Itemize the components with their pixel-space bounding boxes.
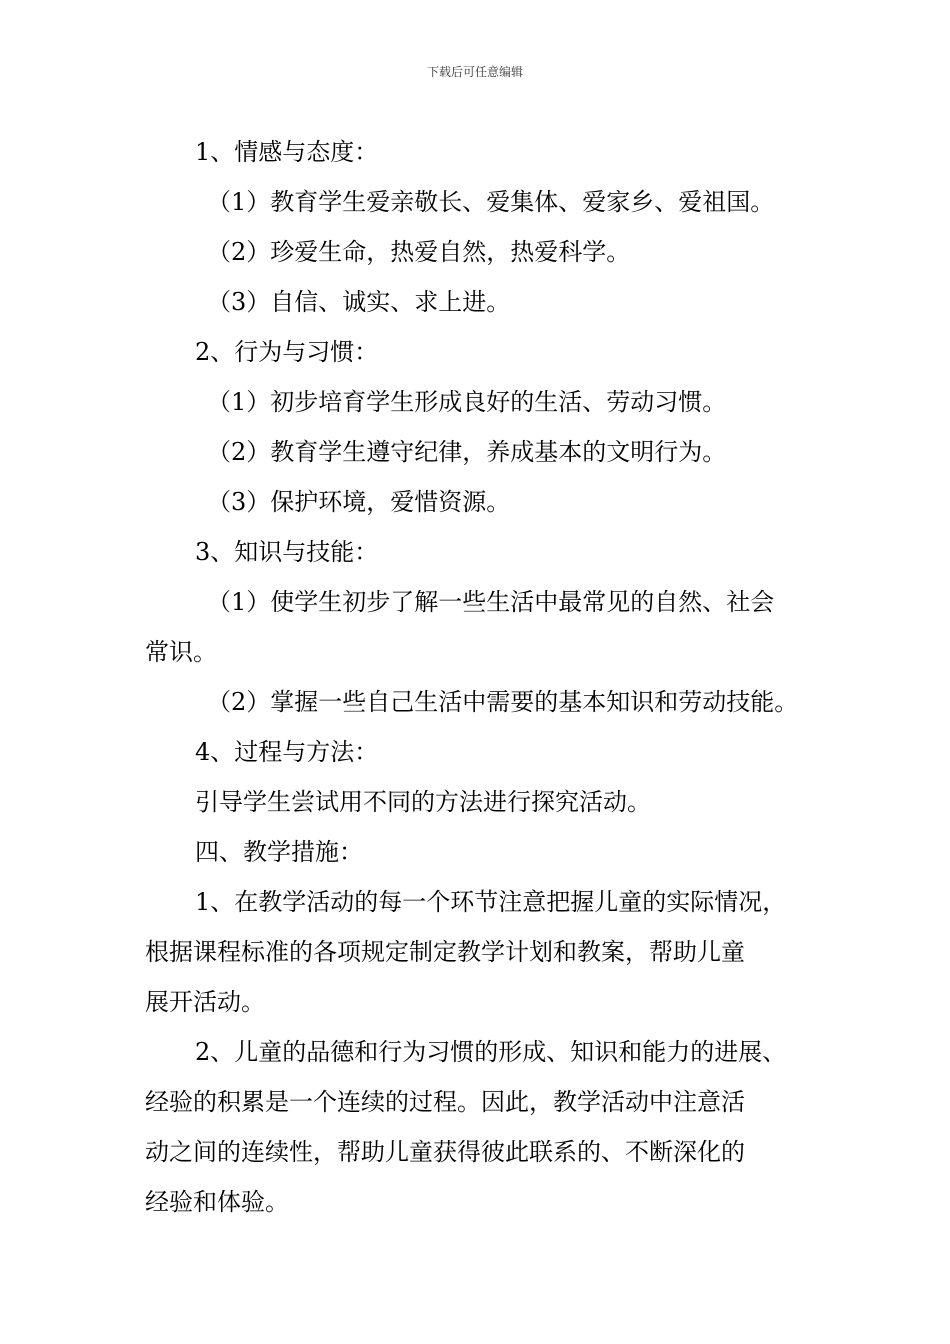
- section-heading-emotion-attitude: 1、情感与态度：: [195, 138, 379, 166]
- paragraph-line: 1、在教学活动的每一个环节注意把握儿童的实际情况，: [195, 888, 787, 916]
- paragraph-line: 展开活动。: [145, 988, 265, 1016]
- list-item: （3）保护环境，爱惜资源。: [207, 488, 511, 516]
- section-heading-teaching-measures: 四、教学措施：: [195, 838, 363, 866]
- list-item-continuation: 常识。: [145, 638, 217, 666]
- paragraph-line: 2、儿童的品德和行为习惯的形成、知识和能力的进展、: [195, 1038, 787, 1066]
- list-item: （2）教育学生遵守纪律，养成基本的文明行为。: [207, 438, 727, 466]
- paragraph-line: 根据课程标准的各项规定制定教学计划和教案，帮助儿童: [145, 938, 745, 966]
- list-item: （3）自信、诚实、求上进。: [207, 288, 511, 316]
- list-item: （1）教育学生爱亲敬长、爱集体、爱家乡、爱祖国。: [207, 188, 775, 216]
- list-item: （2）掌握一些自己生活中需要的基本知识和劳动技能。: [207, 688, 799, 716]
- section-heading-knowledge-skills: 3、知识与技能：: [195, 538, 379, 566]
- list-item: （2）珍爱生命，热爱自然，热爱科学。: [207, 238, 631, 266]
- section-heading-process-methods: 4、过程与方法：: [195, 738, 379, 766]
- document-body: [145, 127, 835, 1227]
- paragraph-line: 经验和体验。: [145, 1188, 289, 1216]
- paragraph-line: 动之间的连续性，帮助儿童获得彼此联系的、不断深化的: [145, 1138, 745, 1166]
- paragraph: 引导学生尝试用不同的方法进行探究活动。: [195, 788, 651, 816]
- paragraph-line: 经验的积累是一个连续的过程。因此，教学活动中注意活: [145, 1088, 745, 1116]
- section-heading-behavior-habits: 2、行为与习惯：: [195, 338, 379, 366]
- list-item: （1）使学生初步了解一些生活中最常见的自然、社会: [207, 588, 775, 616]
- list-item: （1）初步培育学生形成良好的生活、劳动习惯。: [207, 388, 727, 416]
- page-header: 下载后可任意编辑: [426, 65, 523, 79]
